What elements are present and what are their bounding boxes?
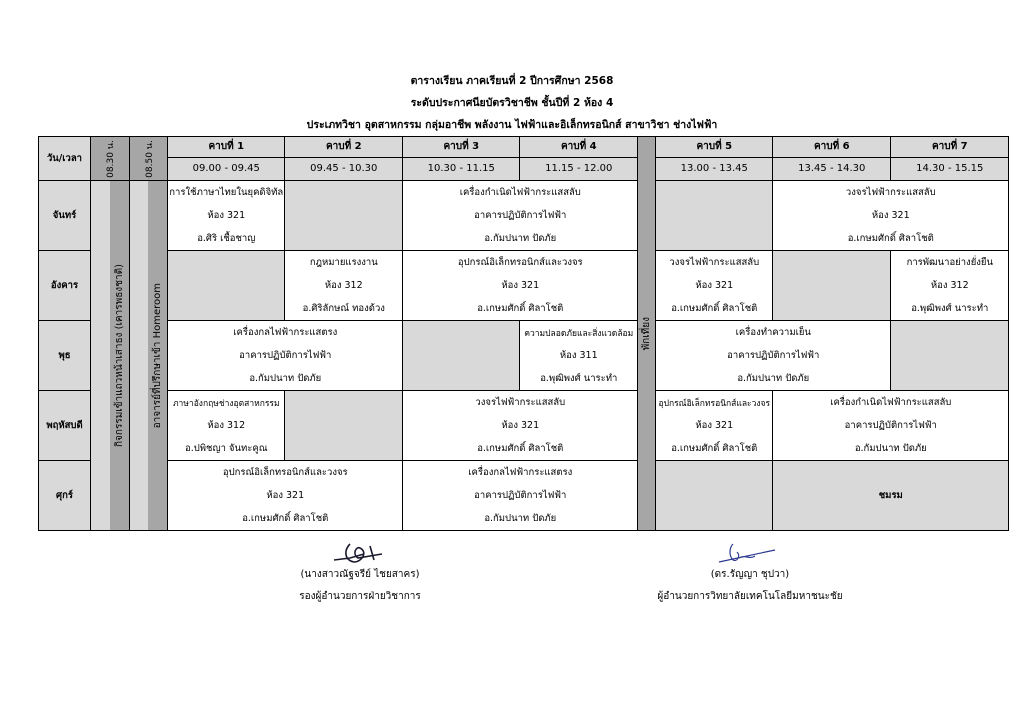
- day-monday: จันทร์: [39, 181, 91, 251]
- fri-p12: อุปกรณ์อิเล็กทรอนิกส์และวงจร ห้อง 321 อ.เกษมศักดิ์ ศิลาโชติ: [168, 461, 403, 531]
- day-tuesday: อังคาร: [39, 251, 91, 321]
- wed-p3-empty: [403, 321, 520, 391]
- time-0830: 08.30 น.: [91, 137, 130, 181]
- period-6-header: คาบที่ 6 13.45 - 14.30: [773, 137, 891, 181]
- signer-left-name: (นางสาวณัฐจรีย์ ไชยสาคร): [300, 569, 420, 580]
- time-0850: 08.50 น.: [129, 137, 168, 181]
- timetable: [38, 136, 1009, 531]
- signer-right-name: (ดร.รัญญา ชุปวา): [710, 569, 790, 580]
- homeroom: อาจารย์ที่ปรึกษาเข้า Homeroom: [148, 181, 167, 531]
- mon-p34: เครื่องกำเนิดไฟฟ้ากระแสสลับ อาคารปฏิบัติการไฟฟ้า อ.กัมปนาท ปัดภัย: [403, 181, 638, 251]
- tue-p6-empty: [773, 251, 891, 321]
- signature-right: [630, 564, 870, 608]
- flag-activity: กิจกรรมเข้าแถวหน้าเสาธง (เคารพธงชาติ): [110, 181, 129, 531]
- title-line-1: ตารางเรียน ภาคเรียนที่ 2 ปีการศึกษา 2568: [410, 75, 614, 87]
- day-thursday: พฤหัสบดี: [39, 391, 91, 461]
- period-4-header: คาบที่ 4 11.15 - 12.00: [520, 137, 638, 181]
- thu-p67: เครื่องกำเนิดไฟฟ้ากระแสสลับ อาคารปฏิบัติการไฟฟ้า อ.กัมปนาท ปัดภัย: [773, 391, 1009, 461]
- period-3-header: คาบที่ 3 10.30 - 11.15: [403, 137, 520, 181]
- wed-p12: เครื่องกลไฟฟ้ากระแสตรง อาคารปฏิบัติการไฟฟ้า อ.กัมปนาท ปัดภัย: [168, 321, 403, 391]
- period-7-header: คาบที่ 7 14.30 - 15.15: [891, 137, 1009, 181]
- mon-p2-empty: [285, 181, 403, 251]
- period-2-header: คาบที่ 2 09.45 - 10.30: [285, 137, 403, 181]
- period-1-header: คาบที่ 1 09.00 - 09.45: [168, 137, 285, 181]
- thu-p2-empty: [285, 391, 403, 461]
- wed-p56: เครื่องทำความเย็น อาคารปฏิบัติการไฟฟ้า อ.กัมปนาท ปัดภัย: [656, 321, 891, 391]
- mon-p67: วงจรไฟฟ้ากระแสสลับ ห้อง 321 อ.เกษมศักดิ์ ศิลาโชติ: [773, 181, 1009, 251]
- thu-p5: อุปกรณ์อิเล็กทรอนิกส์และวงจร ห้อง 321 อ.เกษมศักดิ์ ศิลาโชติ: [656, 391, 773, 461]
- period-5-header: คาบที่ 5 13.00 - 13.45: [656, 137, 773, 181]
- tue-p34: อุปกรณ์อิเล็กทรอนิกส์และวงจร ห้อง 321 อ.เกษมศักดิ์ ศิลาโชติ: [403, 251, 638, 321]
- signer-left-position: รองผู้อำนวยการฝ่ายวิชาการ: [299, 591, 421, 602]
- fri-club: ชมรม: [773, 461, 1009, 531]
- thu-p1: ภาษาอังกฤษช่างอุตสาหกรรม ห้อง 312 อ.ปพิชญา จันทะคูณ: [168, 391, 285, 461]
- flag-activity-left: [91, 181, 110, 531]
- signer-right-position: ผู้อำนวยการวิทยาลัยเทคโนโลยีมหาชนะชัย: [657, 591, 843, 602]
- title-line-2: ระดับประกาศนียบัตรวิชาชีพ ชั้นปีที่ 2 ห้อง 4: [410, 97, 614, 109]
- wed-p4: ความปลอดภัยและสิ่งแวดล้อม ห้อง 311 อ.พุฒิพงศ์ นาระทำ: [520, 321, 638, 391]
- wed-p7-empty: [891, 321, 1009, 391]
- thu-p34: วงจรไฟฟ้ากระแสสลับ ห้อง 321 อ.เกษมศักดิ์ ศิลาโชติ: [403, 391, 638, 461]
- tue-p5: วงจรไฟฟ้ากระแสสลับ ห้อง 321 อ.เกษมศักดิ์ ศิลาโชติ: [656, 251, 773, 321]
- signature-left-icon: [330, 540, 390, 566]
- fri-p5-empty: [656, 461, 773, 531]
- homeroom-left: [129, 181, 148, 531]
- tue-p2: กฎหมายแรงงาน ห้อง 312 อ.ศิริลักษณ์ ทองด้วง: [285, 251, 403, 321]
- mon-p1: การใช้ภาษาไทยในยุคดิจิทัล ห้อง 321 อ.ศิริ เชื้อชาญ: [168, 181, 285, 251]
- fri-p34: เครื่องกลไฟฟ้ากระแสตรง อาคารปฏิบัติการไฟฟ้า อ.กัมปนาท ปัดภัย: [403, 461, 638, 531]
- title-line-3: ประเภทวิชา อุตสาหกรรม กลุ่มอาชีพ พลังงาน ไฟฟ้าและอิเล็กทรอนิกส์ สาขาวิชา ช่างไฟฟ้า: [306, 119, 718, 131]
- day-friday: ศุกร์: [39, 461, 91, 531]
- tue-p1-empty: [168, 251, 285, 321]
- lunch-break: พักเที่ยง: [638, 137, 656, 531]
- day-wednesday: พุธ: [39, 321, 91, 391]
- signature-left: [280, 564, 440, 608]
- tue-p7: การพัฒนาอย่างยั่งยืน ห้อง 312 อ.พุฒิพงศ์ นาระทำ: [891, 251, 1009, 321]
- mon-p5-empty: [656, 181, 773, 251]
- corner-label: วัน/เวลา: [39, 137, 91, 181]
